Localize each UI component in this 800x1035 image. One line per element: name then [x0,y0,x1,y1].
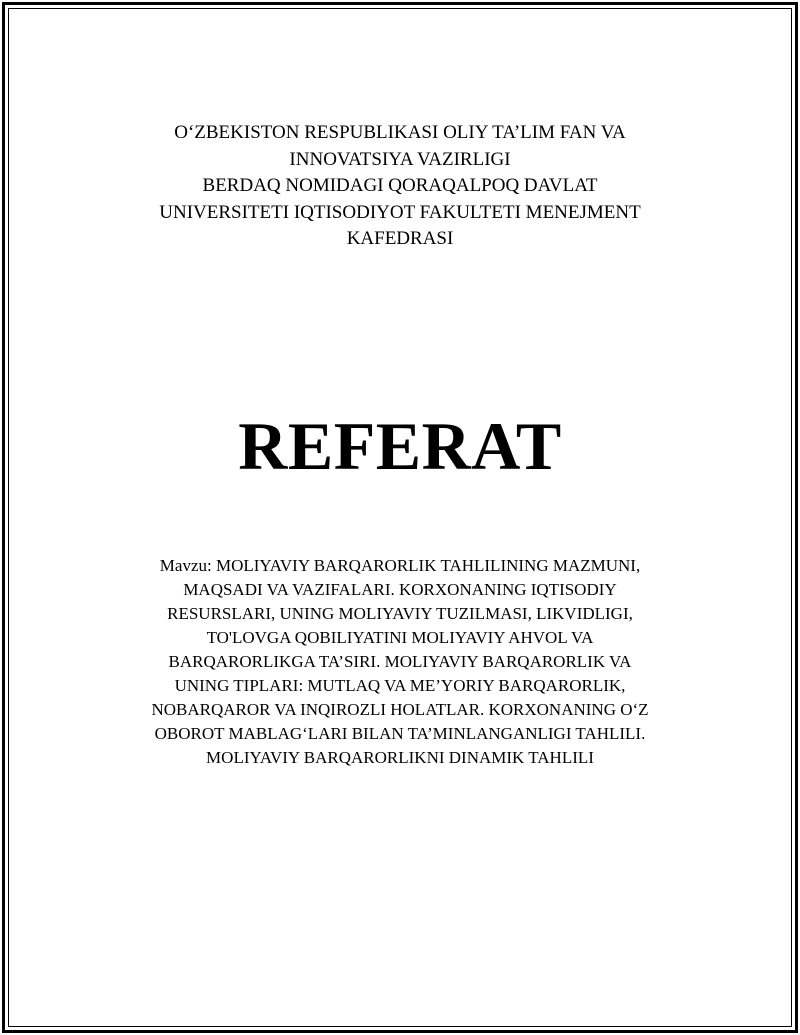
institution-header [0,120,800,253]
topic-line: MOLIYAVIY BARQARORLIKNI DINAMIK TAHLILI [206,748,594,767]
topic-text [0,554,800,770]
topic-line: RESURSLARI, UNING MOLIYAVIY TUZILMASI, LIKVIDLIGI, [167,604,633,623]
topic-line: TO'LOVGA QOBILIYATINI MOLIYAVIY AHVOL VA [206,628,594,647]
header-line: O‘ZBEKISTON RESPUBLIKASI OLIY TA’LIM FAN VA [174,122,626,143]
document-title: REFERAT [238,408,562,484]
topic-line: BARQARORLIKGA TA’SIRI. MOLIYAVIY BARQARORLIK VA [168,652,632,671]
header-line: BERDAQ NOMIDAGI QORAQALPOQ DAVLAT [202,175,598,196]
topic-line: MAQSADI VA VAZIFALARI. KORXONANING IQTISODIY [183,580,617,599]
header-line: UNIVERSITETI IQTISODIYOT FAKULTETI MENEJMENT [159,201,641,223]
topic-line: OBOROT MABLAG‘LARI BILAN TA’MINLANGANLIGI TAHLILI. [154,724,646,743]
header-line: KAFEDRASI [346,228,454,249]
topic-line: Mavzu: MOLIYAVIY BARQARORLIK TAHLILINING MAZMUNI, [159,556,641,575]
topic-line: UNING TIPLARI: MUTLAQ VA ME’YORIY BARQARORLIK, [174,676,626,695]
topic-line: NOBARQAROR VA INQIROZLI HOLATLAR. KORXONANING O‘Z [151,700,649,719]
header-line: INNOVATSIYA VAZIRLIGI [289,148,511,170]
